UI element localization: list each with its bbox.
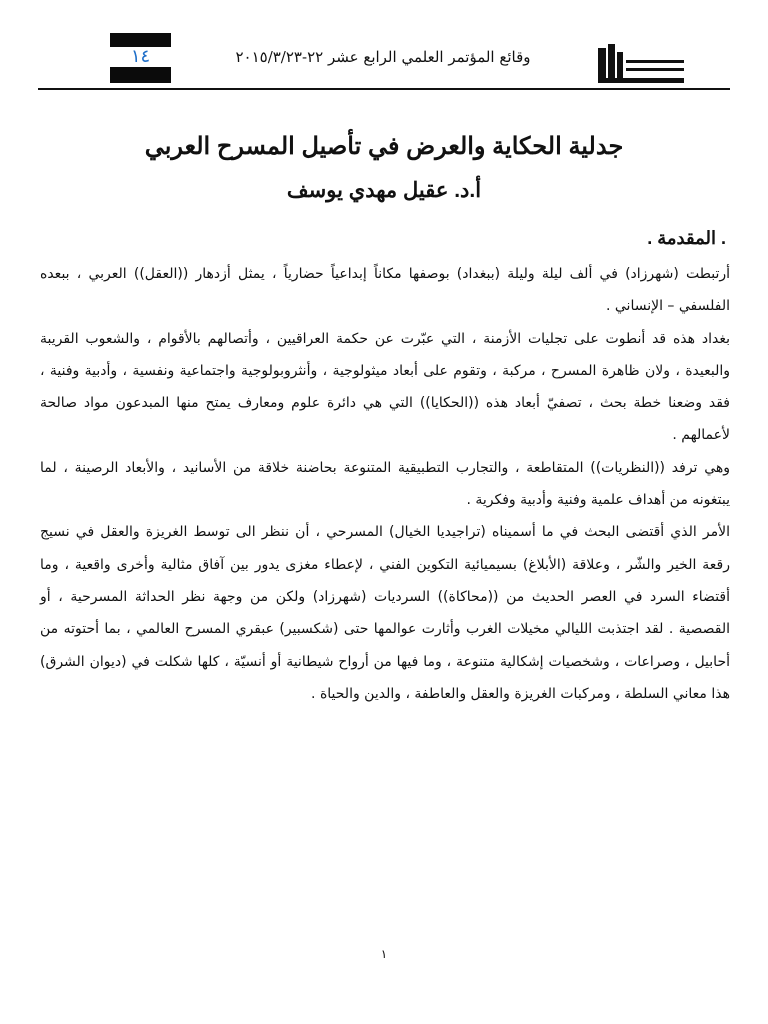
body-paragraph: الأمر الذي أقتضى البحث في ما أسميناه (تراجيديا الخيال) المسرحي ، أن ننظر الى توسط الغريزة والعقل في نسيج رقعة الخير والشّر ، وعلاقة (الأبلاغ) بسيميائية التكوين الفني ، لإعطاء مغزى يدور بين آفاق مثالية وأخرى واقعية ، وما أقتضاء السرد في العصر الحديث من ((محاكاة)) السرديات (شهرزاد) ولكن من وجهة نظر الحداثة المسرحية ، أو القصصية . لقد اجتذبت الليالي مخيلات الغرب وأثارت عوالمها حتى (شكسبير) عبقري المسرح العالمي ، بما أحتوته من أحابيل ، وصراعات ، وشخصيات إشكالية متنوعة ، وما فيها من أرواح شيطانية أو أنسيّة ، كلها شكلت في (ديوان الشرق) هذا معاني السلطة ، ومركبات الغريزة والعقل والعاطفة ، والدين والحياة . <box>40 524 730 702</box>
body-paragraph: بغداد هذه قد أنطوت على تجليات الأزمنة ، التي عبّرت عن حكمة العراقيين ، وأتصالهم بالأقوام ، والشعوب القريبة والبعيدة ، ولان ظاهرة المسرح ، مركبة ، وتقوم على أبعاد ميثولوجية ، وأنثروبولوجية واجتماعية ونفسية ، وأدبية وفنية ، فقد وضعنا خطة بحث ، تصفيّ أبعاد هذه ((الحكايا)) التي هي دائرة علوم ومعارف يمتح منها المبدعون مواد صالحة لأعمالهم . <box>40 330 730 444</box>
body-paragraph: وهي ترفد ((النظريات)) المتقاطعة ، والتجارب التطبيقية المتنوعة بحاضنة خلاقة من الأسانيد ، والأبعاد الرصينة ، لما يبتغونه من أهداف علمية وفنية وأدبية وفكرية . <box>40 459 730 509</box>
article-body <box>40 258 730 710</box>
volume-number: ١٤ <box>110 47 171 67</box>
proceedings-header-title: وقائع المؤتمر العلمي الرابع عشر ٢٢-٢٠١٥/٣/٢٣ <box>235 48 531 66</box>
section-heading: . المقدمة . <box>647 228 726 248</box>
article-title: جدلية الحكاية والعرض في تأصيل المسرح العربي <box>144 133 624 160</box>
society-logo-emblem <box>594 40 688 88</box>
article-author: أ.د. عقيل مهدي يوسف <box>286 179 482 202</box>
body-paragraph: أرتبطت (شهرزاد) في ألف ليلة وليلة (ببغداد) بوصفها مكاناً إبداعياً حضارياً ، يمثل أزدهار ((العقل)) العربي ، ببعده الفلسفي – الإنساني . <box>40 266 730 315</box>
page-number: ١ <box>380 947 388 961</box>
society-logo <box>594 40 688 88</box>
header-divider <box>38 88 730 90</box>
